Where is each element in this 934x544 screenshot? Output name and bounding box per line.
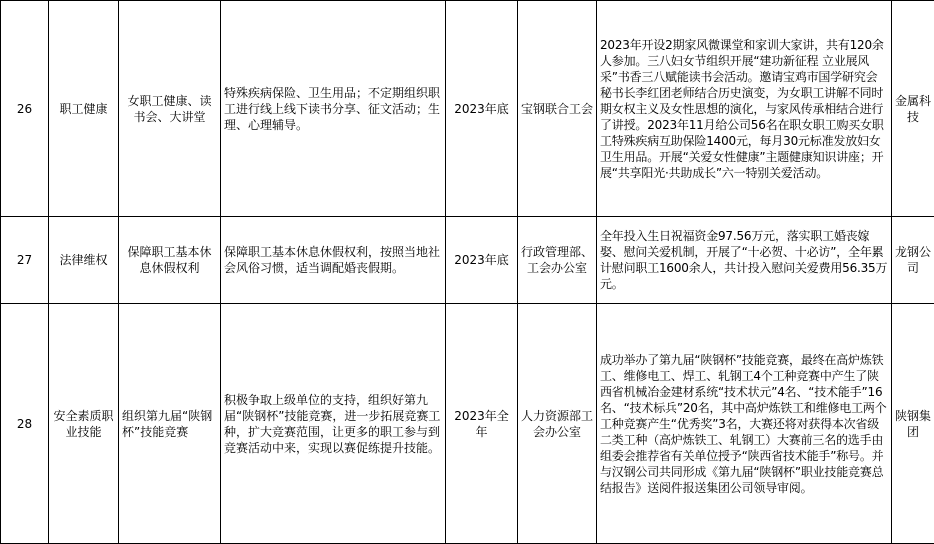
table-row bbox=[1, 217, 934, 304]
dept-cell: 宝钢联合工会 bbox=[518, 1, 597, 217]
time-cell: 2023年全年 bbox=[446, 304, 518, 544]
category-cell: 职工健康 bbox=[49, 1, 119, 217]
row-number: 26 bbox=[1, 1, 49, 217]
company-cell: 金属科技 bbox=[892, 1, 934, 217]
category-cell: 法律维权 bbox=[49, 217, 119, 304]
dept-cell: 行政管理部、工会办公室 bbox=[518, 217, 597, 304]
table-row bbox=[1, 304, 934, 544]
row-number: 28 bbox=[1, 304, 49, 544]
category-cell: 安全素质职业技能 bbox=[49, 304, 119, 544]
company-cell: 龙钢公司 bbox=[892, 217, 934, 304]
company-cell: 陕钢集团 bbox=[892, 304, 934, 544]
table-row bbox=[1, 1, 934, 217]
row-number: 27 bbox=[1, 217, 49, 304]
result-cell: 成功举办了第九届“陕钢杯”技能竞赛，最终在高炉炼铁工、维修电工、焊工、轧钢工4个工种竞赛中产生了陕西省机械冶金建材系统“技术状元”4名、“技术能手”16名、“技术标兵”20名，其中高炉炼铁工和维修电工两个工种竞赛产生“优秀奖”3名，大赛还将对获得本次省级二类工种（高炉炼铁工、轧钢工）大赛前三名的选手由组委会推荐省有关单位授予“陕西省技术能手”称号。并与汉钢公司共同形成《第九届“陕钢杯”职业技能竞赛总结报告》送阅件报送集团公司领导审阅。 bbox=[597, 304, 892, 544]
result-cell: 全年投入生日祝福资金97.56万元，落实职工婚丧嫁娶、慰问关爱机制，开展了“十必贺、十必访”，全年累计慰问职工1600余人，共计投入慰问关爱费用56.35万元。 bbox=[597, 217, 892, 304]
measures-cell: 保障职工基本休息休假权利，按照当地社会风俗习惯，适当调配婚丧假期。 bbox=[221, 217, 446, 304]
project-cell: 组织第九届“陕钢杯”技能竞赛 bbox=[119, 304, 221, 544]
measures-cell: 特殊疾病保险、卫生用品；不定期组织职工进行线上线下读书分享、征文活动；生理、心理辅导。 bbox=[221, 1, 446, 217]
dept-cell: 人力资源部工会办公室 bbox=[518, 304, 597, 544]
time-cell: 2023年底 bbox=[446, 1, 518, 217]
project-cell: 保障职工基本休息休假权利 bbox=[119, 217, 221, 304]
project-cell: 女职工健康、读书会、大讲堂 bbox=[119, 1, 221, 217]
measures-cell: 积极争取上级单位的支持，组织好第九届“陕钢杯”技能竞赛，进一步拓展竞赛工种，扩大竞赛范围，让更多的职工参与到竞赛活动中来，实现以赛促练提升技能。 bbox=[221, 304, 446, 544]
result-cell: 2023年开设2期家风微课堂和家训大家讲，共有120余人参加。三八妇女节组织开展“建功新征程 立业展风采”书香三八赋能读书会活动。邀请宝鸡市国学研究会秘书长李红团老师结合历史演变，为女职工讲解不同时期女权主义及女性思想的演化，与家风传承相结合进行了讲授。2023年11月给公司56名在职女职工购买女职工特殊疾病互助保险1400元，每月30元标准发放妇女卫生用品。开展“关爱女性健康”主题健康知识讲座；开展“共享阳光·共助成长”六一特别关爱活动。 bbox=[597, 1, 892, 217]
time-cell: 2023年底 bbox=[446, 217, 518, 304]
